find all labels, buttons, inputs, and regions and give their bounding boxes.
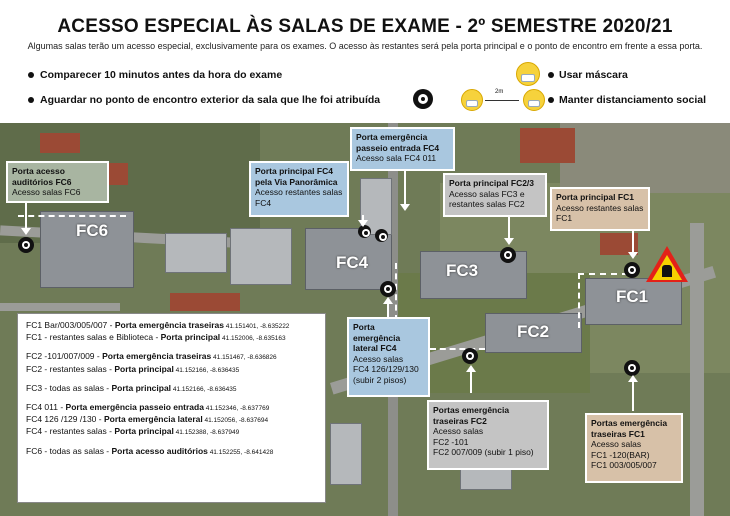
callout-fc4-main: Porta principal FC4 pela Via Panorâmica Acesso restantes salas FC4 bbox=[249, 161, 349, 217]
label-fc4: FC4 bbox=[336, 253, 369, 272]
rule-distance: Manter distanciamento social bbox=[559, 94, 707, 106]
access-legend bbox=[17, 313, 326, 503]
meeting-point-fc4-lateral[interactable] bbox=[380, 281, 396, 297]
callout-fc2-emergency: Portas emergência traseiras FC2 Acesso salas FC2 -101 FC2 007/009 (subir 1 piso) bbox=[427, 400, 549, 470]
meeting-point-fc4-main[interactable] bbox=[375, 229, 388, 242]
page-title: ACESSO ESPECIAL ÀS SALAS DE EXAME - 2º SEMESTRE 2020/21 bbox=[57, 16, 673, 37]
meeting-point-fc2-emergency[interactable] bbox=[462, 348, 478, 364]
label-fc3: FC3 bbox=[446, 261, 479, 280]
callout-fc6: Porta acesso auditórios FC6 Acesso salas FC6 bbox=[6, 161, 109, 203]
label-fc1: FC1 bbox=[616, 287, 649, 306]
mask-face-icon bbox=[516, 62, 540, 86]
callout-fc1-main: Porta principal FC1 Acesso restantes salas FC1 bbox=[550, 187, 650, 231]
bullet-distance bbox=[548, 97, 554, 103]
rule-wait: Aguardar no ponto de encontro exterior da sala que lhe foi atribuída bbox=[40, 94, 381, 106]
arrow-fc4-emergency-entrance bbox=[404, 169, 406, 205]
legend-row: FC6 - todas as salas - Porta acesso auditórios 41.152255, -8.641428 bbox=[26, 445, 274, 456]
callout-fc4-lateral: Porta emergência lateral FC4 Acesso salas FC4 126/129/130 (subir 2 pisos) bbox=[347, 317, 430, 397]
arrow-fc4-main bbox=[362, 215, 364, 221]
meeting-point-icon bbox=[413, 89, 433, 109]
legend-row: FC2 -101/007/009 - Porta emergência traseiras 41.151467, -8.636826 bbox=[26, 351, 277, 362]
arrow-fc1-emergency bbox=[632, 381, 634, 411]
meeting-point-fc6[interactable] bbox=[18, 237, 34, 253]
legend-row: FC4 011 - Porta emergência passeio entrada 41.152346, -8.637769 bbox=[26, 402, 270, 413]
legend-row: FC4 126 /129 /130 - Porta emergência lateral 41.152056, -8.637694 bbox=[26, 414, 269, 425]
callout-fc4-emergency-entrance: Porta emergência passeio entrada FC4 Acesso sala FC4 011 bbox=[350, 127, 455, 171]
distance-value: 2m bbox=[495, 89, 504, 95]
page-subtitle: Algumas salas terão um acesso especial, exclusivamente para os exames. O acesso às restantes será pela porta principal e o ponto de encontro em frente a essa porta. bbox=[27, 41, 703, 51]
bullet-mask bbox=[548, 72, 554, 78]
rule-mask: Usar máscara bbox=[559, 69, 628, 81]
meeting-point-fc1-main[interactable] bbox=[624, 262, 640, 278]
rule-arrive: Comparecer 10 minutos antes da hora do exame bbox=[40, 69, 283, 81]
arrow-fc4-lateral bbox=[387, 303, 389, 317]
legend-row: FC1 Bar/003/005/007 - Porta emergência traseiras 41.151401, -8.635222 bbox=[26, 320, 290, 330]
arrow-fc23 bbox=[508, 215, 510, 239]
arrow-fc2-emergency bbox=[470, 371, 472, 393]
bullet-wait bbox=[28, 97, 34, 103]
label-fc2: FC2 bbox=[517, 322, 550, 341]
legend-row: FC2 - restantes salas - Porta principal 41.152166, -8.636435 bbox=[26, 363, 240, 374]
roadworks-warning-icon bbox=[646, 246, 688, 282]
bullet-arrive bbox=[28, 72, 34, 78]
distancing-icon bbox=[461, 87, 543, 111]
legend-row: FC4 - restantes salas - Porta principal 41.152388, -8.637949 bbox=[26, 426, 240, 437]
legend-row: FC1 - restantes salas e Biblioteca - Porta principal 41.152006, -8.635163 bbox=[26, 332, 286, 343]
meeting-point-fc23-main[interactable] bbox=[500, 247, 516, 263]
legend-row: FC3 - todas as salas - Porta principal 41.152166, -8.636435 bbox=[26, 382, 237, 393]
label-fc6: FC6 bbox=[76, 221, 109, 240]
callout-fc1-emergency: Portas emergência traseiras FC1 Acesso salas FC1 -120(BAR) FC1 003/005/007 bbox=[585, 413, 683, 483]
callout-fc23-main: Porta principal FC2/3 Acesso salas FC3 e restantes salas FC2 bbox=[443, 173, 547, 217]
meeting-point-fc1-emergency[interactable] bbox=[624, 360, 640, 376]
